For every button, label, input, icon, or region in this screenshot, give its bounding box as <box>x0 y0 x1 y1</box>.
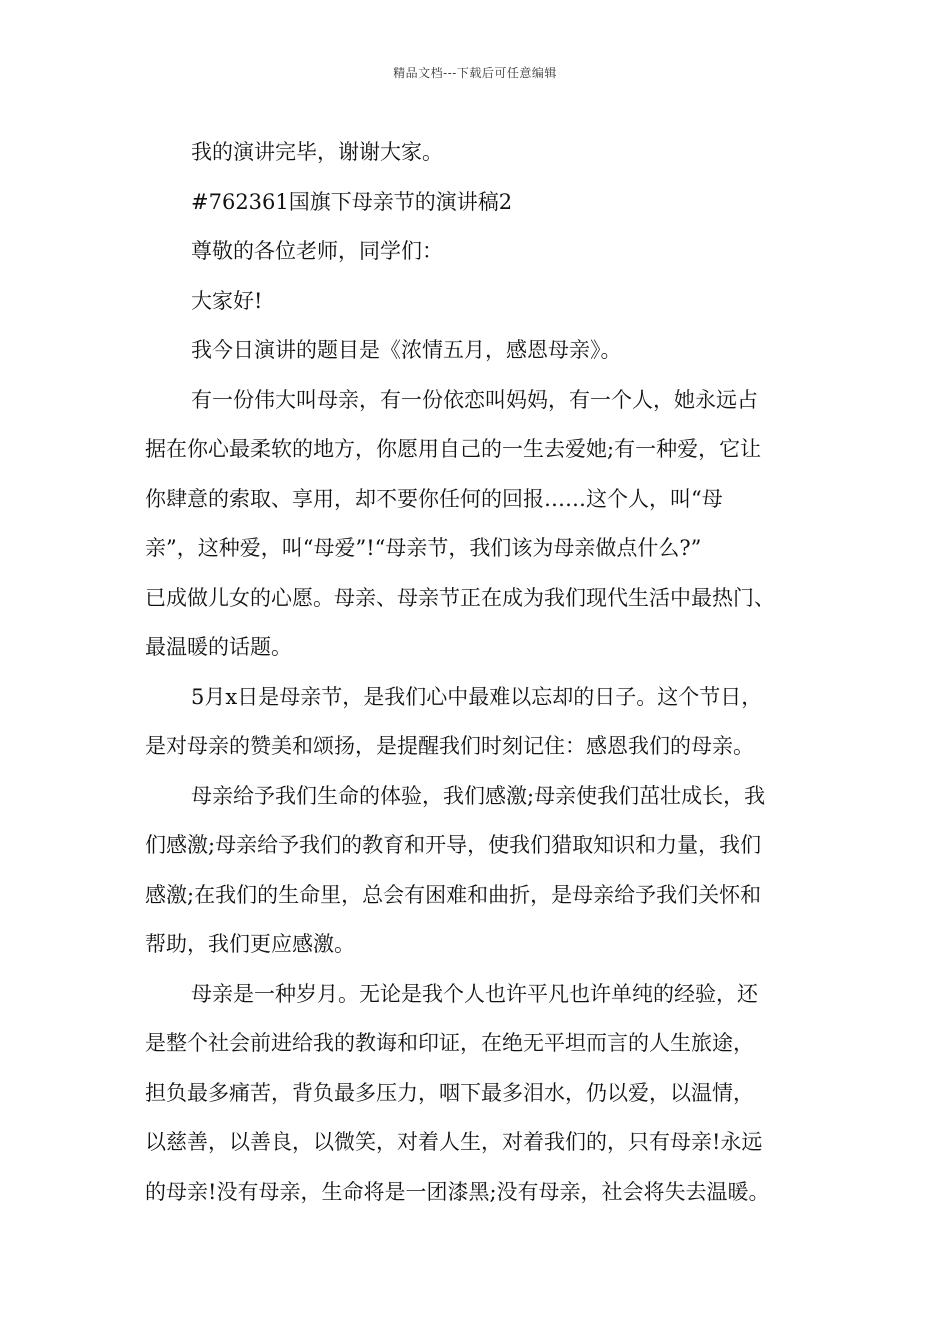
text-line: 们感激;母亲给予我们的教育和开导，使我们猎取知识和力量，我们 <box>145 833 762 857</box>
page-header: 精品文档---下载后可任意编辑 <box>393 66 557 80</box>
text-line: 以慈善，以善良，以微笑，对着人生，对着我们的，只有母亲!永远 <box>145 1130 763 1154</box>
paragraph-title <box>145 178 811 228</box>
document-body <box>145 128 811 1217</box>
paragraph-body <box>145 772 811 970</box>
text-line: 大家好! <box>191 288 263 313</box>
text-line: 担负最多痛苦，背负最多压力，咽下最多泪水，仍以爱，以温情， <box>145 1080 754 1105</box>
paragraph-closing <box>145 128 811 178</box>
paragraph-body <box>145 970 811 1218</box>
text-line: #762361国旗下母亲节的演讲稿2 <box>191 189 513 214</box>
text-line: 尊敬的各位老师，同学们： <box>191 239 443 263</box>
text-line: 我今日演讲的题目是《浓情五月，感恩母亲》。 <box>191 338 622 362</box>
text-line: 感激;在我们的生命里，总会有困难和曲折，是母亲给予我们关怀和 <box>145 882 762 907</box>
paragraph-topic <box>145 326 811 376</box>
paragraph-salutation <box>145 227 811 277</box>
paragraph-body <box>145 673 811 772</box>
text-line: 有一份伟大叫母亲，有一份依恋叫妈妈，有一个人，她永远占 <box>191 387 758 412</box>
paragraph-greeting <box>145 277 811 327</box>
text-line: 已成做儿女的心愿。母亲、母亲节正在成为我们现代生活中最热门、 <box>145 585 775 610</box>
text-line: 最温暖的话题。 <box>145 635 292 659</box>
text-line: 是整个社会前进给我的教诲和印证，在绝无平坦而言的人生旅途， <box>145 1031 754 1055</box>
paragraph-body <box>145 376 811 673</box>
text-line: 母亲是一种岁月。无论是我个人也许平凡也许单纯的经验，还 <box>191 981 758 1006</box>
text-line: 是对母亲的赞美和颂扬，是提醒我们时刻记住：感恩我们的母亲。 <box>145 734 754 758</box>
text-line: 母亲给予我们生命的体验，我们感激;母亲使我们茁壮成长，我 <box>191 783 766 808</box>
text-line: 你肆意的索取、享用，却不要你任何的回报……这个人，叫“母 <box>145 486 723 511</box>
text-line: 据在你心最柔软的地方，你愿用自己的一生去爱她;有一种爱，它让 <box>145 437 762 461</box>
text-line: 5月x日是母亲节，是我们心中最难以忘却的日子。这个节日， <box>191 684 763 709</box>
text-line: 我的演讲完毕，谢谢大家。 <box>191 140 443 164</box>
text-line: 的母亲!没有母亲，生命将是一团漆黑;没有母亲，社会将失去温暖。 <box>145 1179 770 1204</box>
text-line: 亲”，这种爱，叫“母爱”!“母亲节，我们该为母亲做点什么?” <box>145 536 702 560</box>
text-line: 帮助，我们更应感激。 <box>145 932 355 956</box>
